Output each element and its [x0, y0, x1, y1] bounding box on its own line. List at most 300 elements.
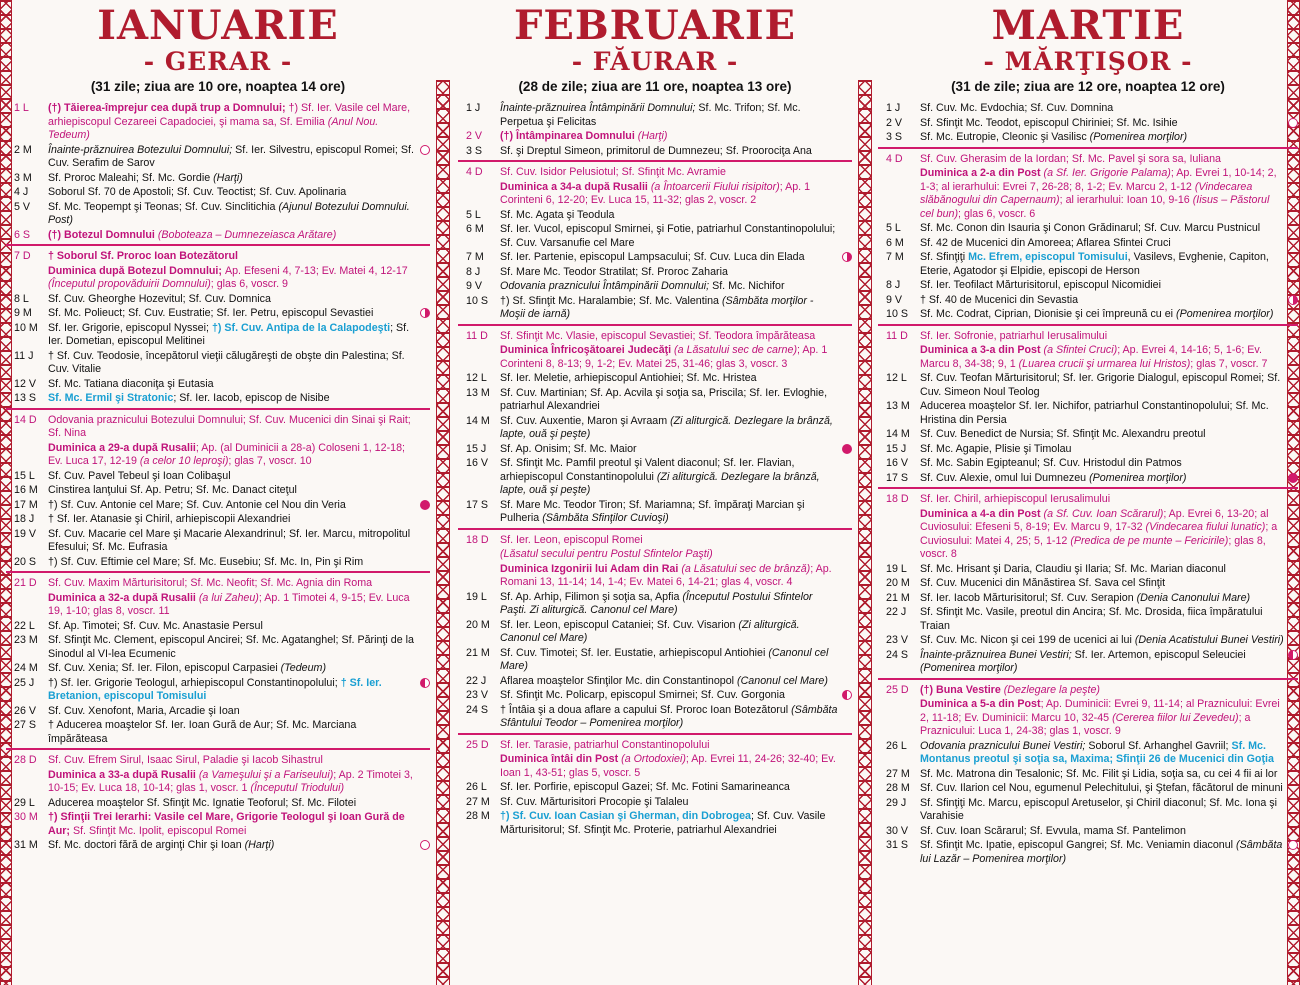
- text-segment: Cinstirea lanţului Sf. Ap. Petru; Sf. Mc. Danact citeţul: [48, 484, 297, 496]
- day-date: 20 M: [886, 577, 910, 589]
- day-date: [458, 344, 500, 371]
- day-entry: [878, 493, 1298, 507]
- day-date: [6, 592, 48, 619]
- day-entry: [458, 499, 852, 526]
- day-date: 1 J: [466, 102, 481, 114]
- text-segment: ; a Praznicului: Luca 1, 24-38; glas 1, voscr. 9: [920, 711, 1251, 737]
- text-segment: † Soborul Sf. Proroc Ioan Botezătorul: [48, 250, 239, 262]
- day-saints-text: [48, 378, 416, 392]
- day-saints-text: [920, 237, 1284, 251]
- text-segment: (Iisus – Păstorul cel bun): [920, 194, 1270, 220]
- day-entry: [878, 117, 1298, 131]
- text-segment: Sf. Cuv. Maxim Mărturisitorul; Sf. Mc. Neofit; Sf. Mc. Agnia din Roma: [48, 577, 373, 589]
- day-date: 14 M: [466, 414, 490, 427]
- day-date: [6, 265, 48, 292]
- day-saints-text: [920, 825, 1284, 839]
- day-entry: [878, 684, 1298, 698]
- text-segment: (Începutul Postului Sfintelor Paşti. Zi aliturgică. Canonul cel Mare): [500, 590, 813, 616]
- text-segment: Sf. Mc. Polieuct; Sf. Cuv. Eustratie; Sf. Ier. Petru, episcopul Sevastiei: [48, 307, 374, 319]
- day-date: 13 S: [14, 392, 36, 404]
- day-saints-text: [500, 704, 838, 731]
- day-date: 11 J: [14, 349, 34, 362]
- text-segment: Sf. Ier. Partenie, episcopul Lampsacului; Sf. Cuv. Luca din Elada: [500, 251, 805, 263]
- day-saints-text: [48, 392, 416, 406]
- text-segment: ; Ap. 1 Corinteni 8, 8-13; 9, 1-2; Ev. Matei 25, 31-46; glas 3, voscr. 3: [500, 344, 828, 370]
- day-entry: [458, 102, 852, 129]
- week-block: [878, 102, 1298, 145]
- day-saints-text: [48, 293, 416, 307]
- day-saints-text: [920, 428, 1284, 442]
- moon-phase-new-icon: [420, 840, 430, 850]
- day-entry: [878, 634, 1298, 648]
- day-date: 28 D: [14, 754, 37, 766]
- day-saints-text: [920, 117, 1284, 131]
- day-entry: [458, 689, 852, 703]
- text-segment: (†) Tăierea-împrejur cea după trup a Domnului;: [48, 102, 289, 114]
- day-date: 2 V: [466, 130, 483, 142]
- text-segment: (†) Întâmpinarea Domnului: [500, 130, 638, 142]
- text-segment: (Sâmbăta Sfântului Teodor – Pomenirea morţilor): [500, 703, 838, 729]
- text-segment: Sf. Mc. Nichifor: [712, 280, 785, 292]
- day-entry: [458, 675, 852, 689]
- text-segment: Sf. Ier. Porfirie, episcopul Gazei; Sf. Mc. Fotini Samarineanca: [500, 781, 790, 793]
- month-info: (31 zile; ziua are 10 ore, noaptea 14 ore): [90, 79, 346, 94]
- text-segment: (Denia Canonului Mare): [1136, 591, 1251, 604]
- day-saints-text: [48, 811, 416, 838]
- day-saints-text: [48, 186, 416, 200]
- text-segment: (Pomenirea morţilor): [1176, 308, 1274, 320]
- text-segment: Înainte-prăznuirea Întâmpinării Domnului;: [500, 102, 699, 114]
- text-segment: Sf. Ier. Meletie, arhiepiscopul Antiohiei; Sf. Mc. Hristea: [500, 372, 757, 384]
- day-entry: [6, 556, 430, 570]
- day-entry: [6, 265, 430, 292]
- week-block: [6, 102, 430, 242]
- text-segment: Sf. Mc. Agata şi Teodula: [500, 208, 615, 221]
- day-entry: [458, 591, 852, 618]
- text-segment: ; a Cuviosului: Matei 4, 25; 5, 1-12: [920, 521, 1278, 547]
- day-date: 7 M: [466, 251, 484, 263]
- text-segment: Sf. Ier. Silvestru, episcopul Romei; Sf. Cuv. Serafim de Sarov: [48, 143, 414, 169]
- moon-phase-first-icon: [842, 252, 852, 262]
- day-date: 27 M: [886, 767, 910, 780]
- day-entry: [6, 250, 430, 264]
- text-segment: † Întâia şi a doua aflare a capului Sf. Proroc Ioan Botezătorul: [500, 703, 792, 716]
- day-date: [878, 344, 920, 371]
- text-segment: Sf. Cuv. Mc. Evdochia; Sf. Cuv. Domnina: [920, 102, 1114, 114]
- day-entry: [878, 740, 1298, 767]
- day-saints-text: [48, 499, 416, 513]
- day-date: 7 M: [886, 251, 904, 263]
- text-segment: ; Ap. Evrei 6, 13-20; al Cuviosului: Efeseni 5, 8-19; Ev. Marcu 9, 17-32: [920, 507, 1269, 533]
- text-segment: Sf. Ier. Iacob Mărturisitorul; Sf. Cuv. Serapion: [920, 591, 1137, 604]
- text-segment: Sf. Mc. Tatiana diaconiţa şi Eutasia: [48, 377, 214, 390]
- day-entry: [6, 414, 430, 441]
- day-entry: [6, 186, 430, 200]
- text-segment: (a Ortodoxiei): [621, 753, 686, 765]
- text-segment: Sf. Sfinţiţi: [920, 251, 969, 263]
- day-saints-text: [920, 251, 1284, 278]
- day-entry: [6, 102, 430, 143]
- text-segment: ; Ap. Evrei 11, 24-26; 32-40; Ev. Ioan 1, 43-51; glas 5, voscr. 5: [500, 753, 836, 779]
- text-segment: Sf. Ier. Grigorie, episcopul Nyssei;: [48, 321, 212, 334]
- month-folk-name: - MĂRŢIŞOR -: [983, 47, 1193, 76]
- text-segment: Duminica a 5-a din Post: [920, 698, 1041, 710]
- day-date: 20 S: [14, 555, 36, 568]
- month-title: FEBRUARIE: [513, 2, 797, 49]
- week-block: [458, 733, 852, 838]
- day-saints-text: [500, 295, 838, 322]
- text-segment: Înainte-prăznuirea Bunei Vestiri;: [920, 648, 1075, 661]
- day-entry: [6, 172, 430, 186]
- day-saints-text: [500, 387, 838, 414]
- day-saints-text: [920, 443, 1284, 457]
- text-segment: ; al ierarhului: Ioan 10, 9-16: [1059, 194, 1193, 206]
- day-date: 24 S: [886, 648, 908, 661]
- day-saints-text: [500, 266, 838, 280]
- day-saints-text: [500, 534, 838, 548]
- day-saints-text: [500, 181, 838, 208]
- text-segment: Sf. Cuv. Macarie cel Mare şi Macarie Alexandrinul; Sf. Ier. Marcu, mitropolitul Efesului; Sf. Mc. Eufrasia: [48, 527, 411, 553]
- day-date: 28 M: [466, 810, 490, 822]
- text-segment: Sf. Cuv. Ilarion cel Nou, egumenul Pelechitului, şi Ştefan, făcătorul de minuni: [920, 782, 1283, 794]
- text-segment: †) Sf. Cuv. Antonie cel Mare; Sf. Cuv. Antonie cel Nou din Veria: [48, 498, 346, 511]
- day-date: 25 D: [886, 683, 909, 696]
- day-saints-text: [920, 684, 1284, 698]
- text-segment: †) Sfinţii Trei Ierarhi: Vasile cel Mare, Grigorie Teologul şi Ioan Gură de Aur;: [48, 811, 405, 837]
- day-entry: [6, 513, 430, 527]
- day-entry: [6, 350, 430, 377]
- text-segment: Sf. Ier. Tarasie, patriarhul Constantinopolului: [500, 738, 710, 751]
- day-date: 18 D: [886, 493, 909, 505]
- text-segment: ; Ap. 2 Timotei 3, 10-15; Ev. Luca 18, 10-14; glas 1, voscr. 1: [48, 768, 413, 794]
- day-date: [6, 769, 48, 796]
- day-saints-text: [48, 719, 416, 746]
- day-entry: [878, 279, 1298, 293]
- day-date: 20 M: [466, 618, 490, 631]
- day-date: 5 L: [886, 222, 901, 234]
- day-entry: [458, 443, 852, 457]
- text-segment: Mc. Efrem, episcopul Tomisului: [968, 251, 1128, 263]
- text-segment: Duminica a 2-a din Post: [920, 167, 1044, 179]
- text-segment: Sf. Mc. Sabin Egipteanul; Sf. Cuv. Hristodul din Patmos: [920, 457, 1182, 469]
- month-column-martie: [878, 0, 1298, 985]
- day-saints-text: [500, 251, 838, 265]
- day-date: 4 D: [466, 166, 483, 178]
- day-date: 31 S: [886, 839, 908, 851]
- day-saints-text: [920, 457, 1284, 471]
- text-segment: Sf. Ier. Chiril, arhiepiscopul Ierusalimului: [920, 493, 1111, 505]
- ornamental-border-divider-2: [858, 80, 872, 985]
- day-saints-text: [48, 620, 416, 634]
- text-segment: †) Sf. Cuv. Eftimie cel Mare; Sf. Mc. Eusebiu; Sf. Mc. In, Pin şi Rim: [48, 555, 364, 568]
- day-saints-text: [500, 223, 838, 250]
- moon-phase-full-icon: [1288, 473, 1298, 483]
- day-entry: [878, 592, 1298, 606]
- day-saints-text: [48, 677, 416, 704]
- text-segment: Duminica întâi din Post: [500, 753, 622, 765]
- day-saints-text: [920, 294, 1284, 308]
- day-saints-text: [500, 499, 838, 526]
- day-saints-text: [920, 634, 1284, 648]
- day-date: 10 S: [886, 308, 908, 320]
- day-entry: [878, 563, 1298, 577]
- text-segment: Sf. Cuv. Gherasim de la Iordan; Sf. Mc. Pavel şi sora sa, Iuliana: [920, 152, 1221, 165]
- day-entry: [458, 372, 852, 386]
- day-date: 22 J: [466, 674, 487, 687]
- day-entry: [6, 442, 430, 469]
- text-segment: ; Sf. Cuv. Vasile Mărturisitorul; Sf. Sfinţit Mc. Proterie, patriarhul Alexandriei: [500, 810, 826, 836]
- month-column-februarie: [458, 0, 852, 985]
- text-segment: (Canonul cel Mare): [500, 646, 829, 672]
- day-date: 2 M: [14, 143, 32, 156]
- day-entry: [878, 330, 1298, 344]
- text-segment: (Zi aliturgică. Dezlegare la brânză, lapte, ouă şi peşte): [500, 414, 833, 440]
- moon-phase-last-icon: [842, 690, 852, 700]
- day-date: 2 V: [886, 116, 903, 129]
- day-entry: [6, 144, 430, 171]
- day-saints-text: [920, 493, 1284, 507]
- day-date: 9 V: [886, 293, 903, 306]
- day-saints-text: [48, 592, 416, 619]
- day-date: 27 M: [466, 795, 490, 808]
- text-segment: †) Sf. Cuv. Ioan Casian şi Gherman, din Dobrogea: [500, 810, 752, 822]
- month-info: (28 de zile; ziua are 11 ore, noaptea 13 ore): [518, 79, 792, 94]
- day-saints-text: [48, 442, 416, 469]
- text-segment: Sf. Ap. Timotei; Sf. Cuv. Mc. Anastasie Persul: [48, 619, 263, 632]
- day-date: 10 M: [14, 321, 38, 334]
- day-saints-text: [48, 634, 416, 661]
- week-list: [6, 102, 430, 853]
- text-segment: ; glas 7, voscr. 7: [1190, 357, 1268, 370]
- text-segment: Sf. şi Dreptul Simeon, primitorul de Dumnezeu; Sf. Proorociţa Ana: [500, 144, 812, 157]
- day-entry: [878, 372, 1298, 399]
- week-block: [878, 324, 1298, 486]
- day-date: 17 S: [886, 471, 908, 484]
- text-segment: Sf. 42 de Mucenici din Amoreea; Aflarea Sfintei Cruci: [920, 236, 1171, 249]
- day-entry: [878, 308, 1298, 322]
- text-segment: Sf. Ap. Onisim; Sf. Mc. Maior: [500, 442, 637, 455]
- text-segment: Sf. Ier. Leon, episcopul Cataniei; Sf. Cuv. Visarion: [500, 618, 739, 631]
- moon-phase-new-icon: [1288, 118, 1298, 128]
- text-segment: (†) Buna Vestire: [920, 683, 1004, 696]
- day-date: [878, 508, 920, 562]
- day-saints-text: [920, 153, 1284, 167]
- day-date: 23 M: [14, 634, 38, 646]
- day-date: [458, 181, 500, 208]
- text-segment: (Cererea fiilor lui Zevedeu): [1112, 711, 1239, 724]
- day-saints-text: [920, 222, 1284, 236]
- text-segment: Sf. Cuv. Efrem Sirul, Isaac Sirul, Paladie şi Iacob Sihastrul: [48, 754, 323, 766]
- day-saints-text: [500, 130, 838, 144]
- day-date: 9 V: [466, 280, 483, 292]
- day-date: 24 S: [466, 703, 488, 716]
- text-segment: Duminica după Botezul Domnului;: [48, 264, 225, 277]
- day-saints-text: [920, 577, 1284, 591]
- day-date: 15 J: [886, 442, 907, 455]
- month-folk-name: - FĂURAR -: [571, 47, 739, 76]
- text-segment: (†) Botezul Domnului: [48, 228, 158, 241]
- day-entry: [878, 131, 1298, 145]
- day-entry: [878, 400, 1298, 427]
- day-date: 11 D: [886, 329, 908, 342]
- day-entry: [878, 294, 1298, 308]
- week-block: [458, 102, 852, 158]
- text-segment: Sf. Cuv. Teofan Mărturisitorul; Sf. Ier. Grigorie Dialogul, episcopul Romei; Sf. Cuv. Simeon Noul Teolog: [920, 372, 1281, 398]
- day-entry: [458, 130, 852, 144]
- day-entry: [6, 322, 430, 349]
- day-entry: [458, 166, 852, 180]
- text-segment: (Vindecarea fiului lunatic): [1145, 521, 1266, 533]
- text-segment: † Sf. Ier. Bretanion, episcopul Tomisului: [48, 676, 382, 702]
- text-segment: (Harţi): [637, 130, 668, 142]
- text-segment: Duminica a 4-a din Post: [920, 507, 1044, 520]
- text-segment: (a lui Zaheu): [198, 591, 259, 604]
- day-entry: [878, 251, 1298, 278]
- text-segment: (Dezlegare la peşte): [1003, 683, 1100, 696]
- text-segment: Sf. Cuv. Isidor Pelusiotul; Sf. Sfinţit Mc. Avramie: [500, 166, 726, 178]
- day-date: 21 D: [14, 577, 37, 589]
- day-saints-text: [48, 307, 416, 321]
- day-saints-text: [500, 548, 838, 562]
- day-entry: [878, 825, 1298, 839]
- text-segment: ; Ap. (al Duminicii a 28-a) Coloseni 1, 12-18; Ev. Luca 17, 12-19: [48, 441, 405, 467]
- text-segment: Sf. Ier. Teofilact Mărturisitorul, episcopul Nicomidiei: [920, 279, 1161, 291]
- day-saints-text: [500, 739, 838, 753]
- day-date: 17 M: [14, 498, 38, 511]
- day-date: 26 L: [886, 739, 907, 752]
- text-segment: (a Vameşului şi a Fariseului): [198, 768, 334, 781]
- text-segment: Sf. Ier. Leon, episcopul Romei: [500, 533, 643, 546]
- day-entry: [6, 620, 430, 634]
- text-segment: Duminica a 29-a după Rusalii: [48, 441, 196, 454]
- moon-phase-new-icon: [420, 145, 430, 155]
- text-segment: Sf. Ap. Arhip, Filimon şi soţia sa, Apfia: [500, 590, 683, 603]
- day-saints-text: [48, 797, 416, 811]
- day-saints-text: [48, 754, 416, 768]
- day-date: 9 M: [14, 307, 32, 319]
- text-segment: (Începutul propovăduirii Domnului): [48, 278, 211, 290]
- week-block: [6, 748, 430, 853]
- day-date: [878, 167, 920, 221]
- month-folk-name: - GERAR -: [143, 47, 293, 76]
- text-segment: (Pomenirea morţilor): [1089, 131, 1188, 143]
- day-entry: [878, 768, 1298, 782]
- text-segment: Sf. Mc. Montanus preotul şi soţia sa, Maxima; Sfinţii 26 de Mucenici din Goţia: [920, 739, 1274, 765]
- month-info: (31 de zile; ziua are 12 ore, noaptea 12 ore): [951, 79, 1225, 94]
- day-entry: [6, 769, 430, 796]
- week-block: [458, 324, 852, 526]
- day-date: 1 J: [886, 102, 901, 114]
- day-saints-text: [48, 662, 416, 676]
- day-entry: [878, 344, 1298, 371]
- text-segment: Duminica Înfricoşătoarei Judecăţi: [500, 344, 675, 356]
- month-header: [6, 4, 430, 96]
- day-saints-text: [920, 740, 1284, 767]
- day-saints-text: [500, 647, 838, 674]
- day-entry: [6, 677, 430, 704]
- day-entry: [458, 330, 852, 344]
- text-segment: Duminica Izgonirii lui Adam din Rai: [500, 562, 682, 575]
- text-segment: Aducerea moaştelor Sf. Ier. Nichifor, patriarhul Constantinopolului; Sf. Mc. Hristina din Persia: [920, 400, 1269, 426]
- day-entry: [6, 811, 430, 838]
- text-segment: Sf. Mc. Conon din Isauria şi Conon Grădinarul; Sf. Cuv. Marcu Pustnicul: [920, 222, 1261, 234]
- day-entry: [6, 705, 430, 719]
- day-entry: [878, 649, 1298, 676]
- text-segment: Duminica a 33-a după Rusalii: [48, 768, 199, 781]
- text-segment: Sf. Ier. Vucol, episcopul Smirnei, şi Fotie, patriarhul Constantinopolului; Sf. Cuv. Varsanufie cel Mare: [500, 223, 836, 249]
- day-saints-text: [920, 782, 1284, 796]
- moon-phase-first-icon: [1288, 295, 1298, 305]
- text-segment: (a Lăsatului sec de carne): [674, 344, 798, 356]
- day-entry: [458, 209, 852, 223]
- text-segment: Sf. Mc. doctori fără de arginţi Chir şi Ioan: [48, 839, 245, 851]
- day-date: [458, 548, 500, 562]
- day-saints-text: [48, 229, 416, 243]
- moon-phase-first-icon: [420, 308, 430, 318]
- text-segment: Sf. Sfinţit Mc. Teodot, episcopul Chiriniei; Sf. Mc. Isihie: [920, 116, 1178, 129]
- day-saints-text: [48, 172, 416, 186]
- text-segment: (a celor 10 leproşi): [139, 455, 229, 467]
- text-segment: (a Întoarcerii Fiului risipitor): [650, 180, 780, 193]
- day-entry: [458, 457, 852, 498]
- day-date: 10 S: [466, 294, 488, 307]
- text-segment: (Sâmbăta lui Lazăr – Pomenirea morţilor): [920, 839, 1283, 865]
- day-entry: [6, 201, 430, 228]
- day-saints-text: [920, 372, 1284, 399]
- day-entry: [878, 457, 1298, 471]
- day-saints-text: [48, 556, 416, 570]
- text-segment: Sf. Cuv. Xenofont, Maria, Arcadie şi Ioan: [48, 704, 240, 717]
- day-entry: [458, 266, 852, 280]
- day-saints-text: [920, 131, 1284, 145]
- day-date: 31 M: [14, 839, 38, 851]
- day-date: 4 J: [14, 186, 29, 198]
- day-saints-text: [48, 705, 416, 719]
- text-segment: Sf. Mc. Hrisant şi Daria, Claudiu şi Ilaria; Sf. Mc. Marian diaconul: [920, 562, 1226, 575]
- text-segment: Sf. Sfinţit Mc. Ipolit, episcopul Romei: [72, 824, 247, 837]
- day-saints-text: [48, 265, 416, 292]
- day-entry: [6, 470, 430, 484]
- text-segment: Sf. Ier. Sofronie, patriarhul Ierusalimului: [920, 329, 1108, 342]
- day-date: 3 S: [466, 144, 483, 157]
- month-header: [458, 4, 852, 96]
- day-entry: [458, 145, 852, 159]
- week-block: [878, 487, 1298, 676]
- day-entry: [458, 223, 852, 250]
- day-date: 16 M: [14, 484, 38, 496]
- day-saints-text: [500, 810, 838, 837]
- day-saints-text: [920, 606, 1284, 633]
- week-list: [878, 102, 1298, 866]
- day-entry: [6, 307, 430, 321]
- day-date: 19 V: [14, 527, 36, 540]
- day-date: 14 D: [14, 413, 37, 426]
- text-segment: Sf. Cuv. Ioan Scărarul; Sf. Evvula, mama Sf. Pantelimon: [920, 824, 1186, 837]
- day-saints-text: [920, 649, 1284, 676]
- day-date: 4 D: [886, 152, 903, 165]
- text-segment: (Vindecarea slăbănogului din Capernaum): [920, 180, 1253, 206]
- day-date: 13 M: [466, 386, 490, 399]
- day-saints-text: [920, 768, 1284, 782]
- text-segment: Odovania praznicului Întâmpinării Domnului;: [500, 280, 713, 292]
- day-saints-text: [920, 508, 1284, 562]
- text-segment: †) Sf. Cuv. Antipa de la Calapodeşti: [211, 321, 391, 334]
- day-saints-text: [500, 443, 838, 457]
- day-saints-text: [48, 102, 416, 143]
- day-entry: [458, 739, 852, 753]
- day-saints-text: [500, 591, 838, 618]
- day-date: 22 J: [886, 606, 907, 618]
